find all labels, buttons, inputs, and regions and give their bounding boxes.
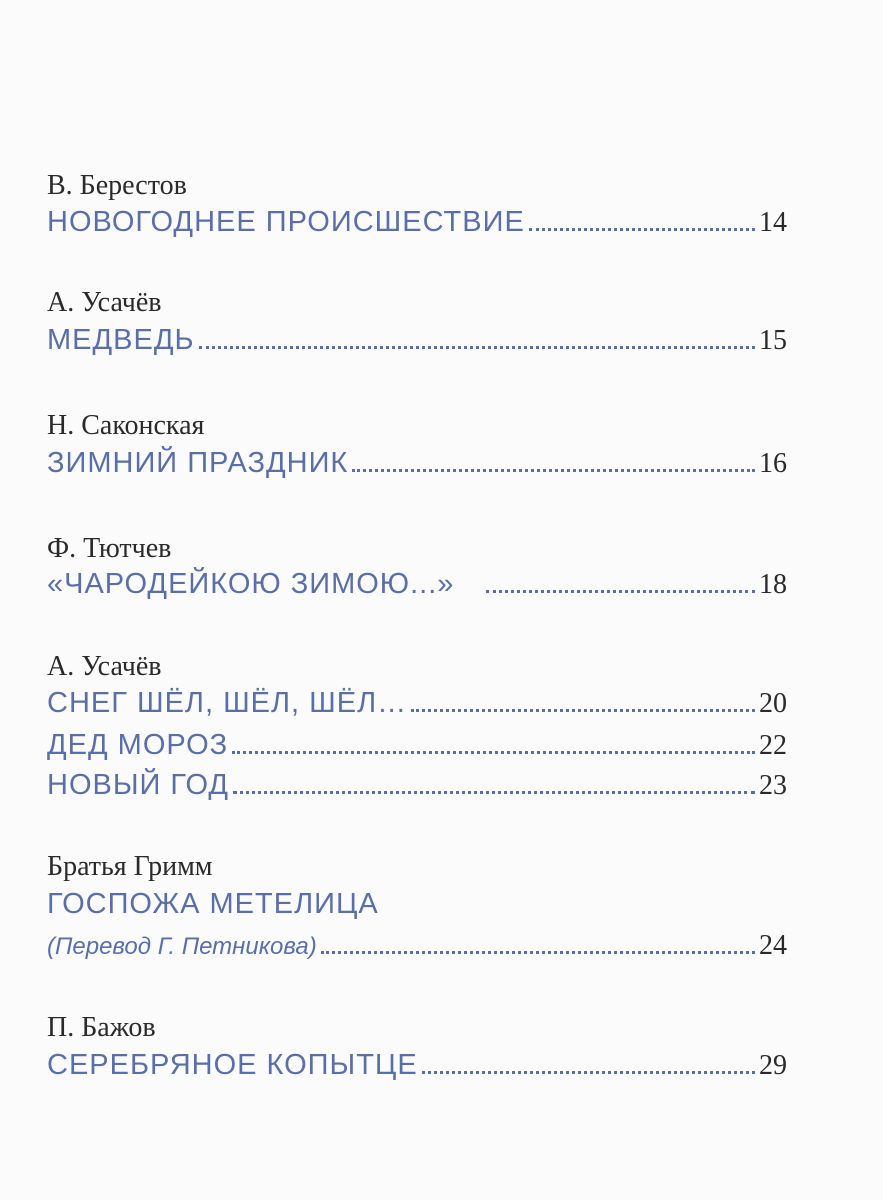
page-number: 18 [759,569,787,600]
dot-leader [199,346,756,349]
story-title: МЕДВЕДЬ [47,324,195,356]
story-title: «ЧАРОДЕЙКОЮ ЗИМОЮ...» [47,568,455,600]
dot-leader [529,228,755,231]
author-name: В. Берестов [47,170,187,201]
story-title: СЕРЕБРЯНОЕ КОПЫТЦЕ [47,1049,418,1081]
author-name: Братья Гримм [47,851,213,882]
story-title: НОВЫЙ ГОД [47,769,230,801]
page-number: 20 [759,688,787,719]
author-name: П. Бажов [47,1012,156,1043]
story-title: НОВОГОДНЕЕ ПРОИСШЕСТВИЕ [47,206,525,238]
translator-note: (Перевод Г. Петникова) [47,933,317,960]
toc-entry[interactable] [47,731,787,760]
toc-entry[interactable] [47,932,787,960]
dot-leader [411,709,755,712]
dot-leader [321,951,755,954]
toc-entry[interactable] [47,1051,787,1080]
toc-entry[interactable] [47,326,787,355]
page-number: 15 [759,325,787,356]
dot-leader [486,590,755,593]
story-title: СНЕГ ШЁЛ, ШЁЛ, ШЁЛ… [47,687,408,719]
page-number: 16 [759,448,787,479]
author-name: А. Усачёв [47,651,162,682]
dot-leader [233,791,755,794]
page-number: 22 [759,730,787,761]
story-title: ЗИМНИЙ ПРАЗДНИК [47,447,349,479]
dot-leader [422,1071,755,1074]
author-name: Ф. Тютчев [47,533,172,564]
toc-entry[interactable] [47,771,787,800]
story-title: ГОСПОЖА МЕТЕЛИЦА [47,888,379,920]
author-name: Н. Саконская [47,410,205,441]
toc-entry[interactable] [47,570,787,599]
dot-leader [352,469,755,472]
page-number: 23 [759,770,787,801]
dot-leader [232,751,755,754]
page-number: 14 [759,207,787,238]
toc-entry[interactable] [47,689,787,718]
page-number: 24 [759,930,787,961]
author-name: А. Усачёв [47,287,162,318]
page-number: 29 [759,1050,787,1081]
story-title: ДЕД МОРОЗ [47,729,229,761]
toc-entry[interactable] [47,449,787,478]
toc-entry[interactable] [47,890,787,919]
toc-entry[interactable] [47,208,787,237]
